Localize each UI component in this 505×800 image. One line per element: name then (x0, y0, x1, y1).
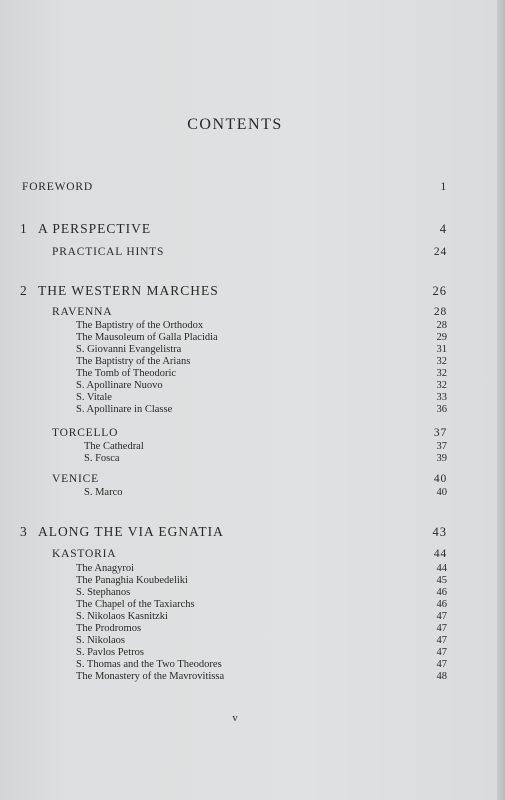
toc-entry: S. Stephanos 46 (76, 587, 447, 598)
toc-entry: The Panaghia Koubedeliki 45 (76, 575, 447, 586)
toc-venice: VENICE 40 (52, 473, 447, 485)
toc-entry: The Prodromos 47 (76, 623, 447, 634)
toc-ravenna: RAVENNA 28 (52, 306, 447, 318)
toc-entry: S. Fosca 39 (84, 453, 447, 464)
toc-entry: The Chapel of the Taxiarchs 46 (76, 599, 447, 610)
contents-title: CONTENTS (187, 116, 283, 133)
toc-entry: S. Apollinare in Classe 36 (76, 404, 447, 415)
page-number: v (232, 713, 238, 724)
toc-entry: The Cathedral 37 (84, 441, 447, 452)
toc-part-2: 2 THE WESTERN MARCHES 26 (20, 283, 447, 298)
toc-part-1: 1 A PERSPECTIVE 4 (20, 221, 447, 236)
toc-kastoria: KASTORIA 44 (52, 548, 447, 560)
toc-part-3: 3 ALONG THE VIA EGNATIA 43 (20, 524, 447, 539)
toc-practical-hints: PRACTICAL HINTS 24 (52, 246, 447, 258)
toc-entry: The Tomb of Theodoric 32 (76, 368, 447, 379)
toc-entry: S. Thomas and the Two Theodores 47 (76, 659, 447, 670)
toc-entry: The Baptistry of the Orthodox 28 (76, 320, 447, 331)
toc-entry: The Mausoleum of Galla Placidia 29 (76, 332, 447, 343)
toc-entry: The Baptistry of the Arians 32 (76, 356, 447, 367)
toc-entry: S. Apollinare Nuovo 32 (76, 380, 447, 391)
toc-entry: S. Marco 40 (84, 487, 447, 498)
toc-foreword: FOREWORD 1 (22, 181, 447, 193)
toc-entry: S. Nikolaos 47 (76, 635, 447, 646)
toc-entry: S. Giovanni Evangelistra 31 (76, 344, 447, 355)
toc-torcello: TORCELLO 37 (52, 427, 447, 439)
toc-entry: S. Nikolaos Kasnitzki 47 (76, 611, 447, 622)
toc-entry: S. Vitale 33 (76, 392, 447, 403)
toc-entry: The Anagyroi 44 (76, 563, 447, 574)
toc-entry: S. Pavlos Petros 47 (76, 647, 447, 658)
toc-entry: The Monastery of the Mavrovitissa 48 (76, 671, 447, 682)
